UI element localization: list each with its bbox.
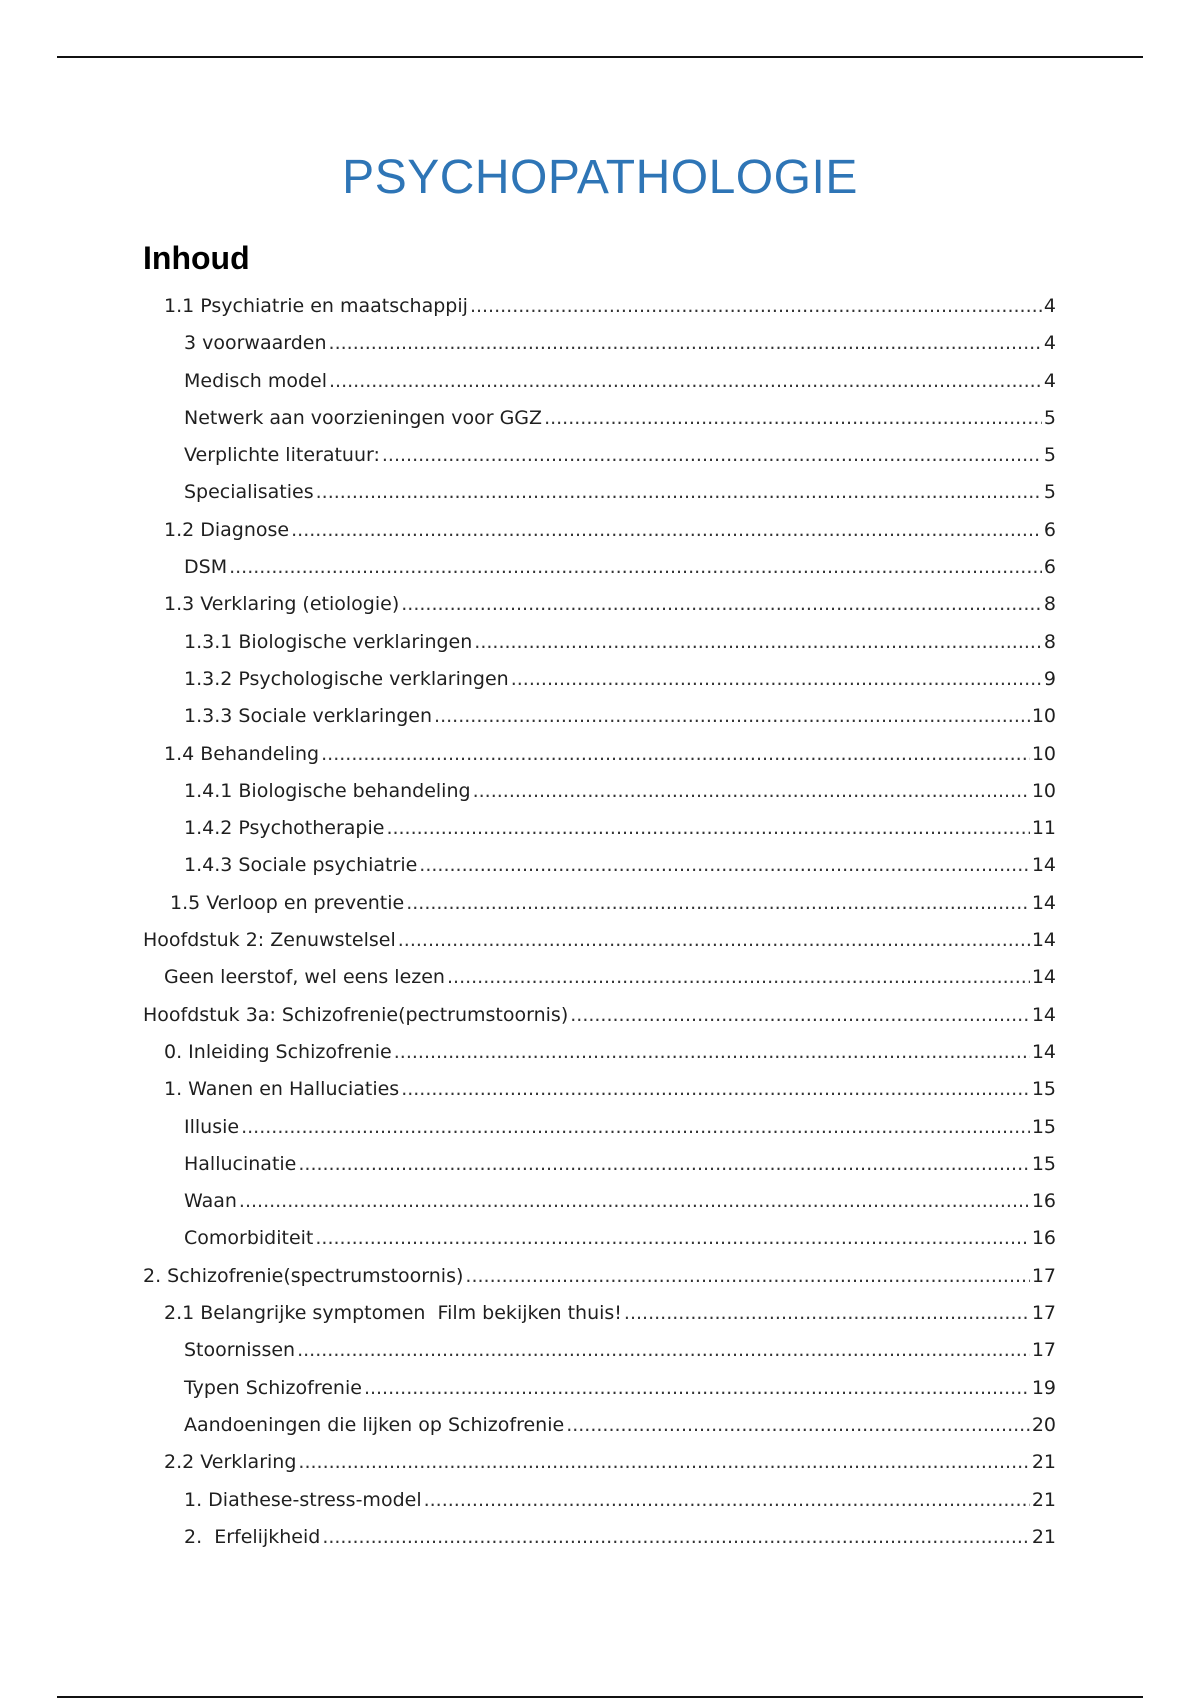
toc-dot-leader — [470, 288, 1042, 325]
toc-entry-label: DSM — [184, 556, 228, 579]
toc-entry[interactable] — [143, 736, 1056, 773]
toc-entry-label: Stoornissen — [184, 1339, 296, 1362]
toc-dot-leader — [297, 1332, 1030, 1369]
toc-dot-leader — [424, 1482, 1030, 1519]
toc-dot-leader — [229, 549, 1042, 586]
toc-entry-page-number: 14 — [1031, 1003, 1056, 1026]
toc-dot-leader — [298, 1146, 1029, 1183]
toc-entry[interactable] — [143, 661, 1056, 698]
toc-entry[interactable] — [143, 586, 1056, 623]
toc-entry-page-number: 15 — [1031, 1115, 1056, 1138]
toc-entry[interactable] — [143, 1407, 1056, 1444]
toc-dot-leader — [474, 624, 1042, 661]
toc-dot-leader — [382, 437, 1042, 474]
toc-entry[interactable] — [143, 773, 1056, 810]
toc-dot-leader — [364, 1370, 1030, 1407]
toc-dot-leader — [329, 325, 1042, 362]
toc-entry[interactable] — [143, 437, 1056, 474]
toc-entry-page-number: 10 — [1031, 779, 1056, 802]
toc-dot-leader — [511, 661, 1042, 698]
toc-entry-page-number: 9 — [1043, 667, 1056, 690]
toc-entry-page-number: 10 — [1031, 705, 1056, 728]
toc-entry-label: 1.2 Diagnose — [164, 518, 290, 541]
toc-entry-label: 2.2 Verklaring — [164, 1451, 297, 1474]
toc-entry[interactable] — [143, 1220, 1056, 1257]
toc-entry-label: Comorbiditeit — [184, 1227, 314, 1250]
toc-entry-label: 1.4.3 Sociale psychiatrie — [184, 854, 418, 877]
toc-entry[interactable] — [143, 1146, 1056, 1183]
toc-entry[interactable] — [143, 810, 1056, 847]
toc-entry[interactable] — [143, 474, 1056, 511]
toc-entry-label: 2. Erfelijkheid — [184, 1525, 321, 1548]
toc-entry-label: Waan — [184, 1190, 237, 1213]
toc-entry-page-number: 14 — [1031, 1040, 1056, 1063]
toc-entry-page-number: 15 — [1031, 1152, 1056, 1175]
footer-rule — [57, 1696, 1143, 1698]
toc-entry-page-number: 17 — [1031, 1339, 1056, 1362]
toc-entry[interactable] — [143, 1295, 1056, 1332]
toc-entry-label: 1. Wanen en Halluciaties — [164, 1078, 400, 1101]
toc-entry-label: Netwerk aan voorzieningen voor GGZ — [184, 406, 543, 429]
toc-entry[interactable] — [143, 1034, 1056, 1071]
toc-entry-page-number: 14 — [1031, 929, 1056, 952]
toc-dot-leader — [316, 474, 1042, 511]
toc-entry[interactable] — [143, 1332, 1056, 1369]
toc-entry[interactable] — [143, 698, 1056, 735]
toc-entry-page-number: 17 — [1031, 1302, 1056, 1325]
toc-dot-leader — [239, 1183, 1030, 1220]
toc-entry-label: Hoofdstuk 3a: Schizofrenie(pectrumstoornis) — [143, 1003, 569, 1026]
toc-entry-page-number: 21 — [1031, 1488, 1056, 1511]
toc-dot-leader — [321, 736, 1030, 773]
toc-entry-label: 1.4 Behandeling — [164, 742, 320, 765]
toc-entry[interactable] — [143, 363, 1056, 400]
toc-dot-leader — [401, 1071, 1030, 1108]
toc-entry-label: 1.1 Psychiatrie en maatschappij — [164, 295, 468, 317]
toc-entry[interactable] — [143, 512, 1056, 549]
toc-entry-page-number: 21 — [1031, 1525, 1056, 1548]
toc-entry-label: Illusie — [184, 1115, 240, 1138]
toc-entry-label: 1.3.1 Biologische verklaringen — [184, 630, 473, 653]
toc-entry[interactable] — [143, 997, 1056, 1034]
toc-entry[interactable] — [143, 624, 1056, 661]
toc-entry-page-number: 16 — [1031, 1227, 1056, 1250]
toc-entry-label: 1.3.2 Psychologische verklaringen — [184, 667, 509, 690]
toc-entry-page-number: 20 — [1031, 1413, 1056, 1436]
toc-entry[interactable] — [143, 1109, 1056, 1146]
toc-entry-label: Aandoeningen die lijken op Schizofrenie — [184, 1413, 565, 1436]
toc-entry[interactable] — [143, 1183, 1056, 1220]
toc-entry[interactable] — [143, 1258, 1056, 1295]
toc-entry[interactable] — [143, 959, 1056, 996]
toc-entry-label: 1.4.1 Biologische behandeling — [184, 779, 471, 802]
toc-entry-page-number: 5 — [1043, 481, 1056, 504]
toc-dot-leader — [329, 363, 1042, 400]
toc-entry-page-number: 6 — [1043, 518, 1056, 541]
toc-entry-label: Hallucinatie — [184, 1152, 297, 1175]
header-rule — [57, 56, 1143, 58]
toc-dot-leader — [401, 586, 1042, 623]
toc-dot-leader — [566, 1407, 1030, 1444]
toc-dot-leader — [386, 810, 1029, 847]
toc-entry-page-number: 6 — [1043, 556, 1056, 579]
toc-entry-page-number: 21 — [1031, 1451, 1056, 1474]
toc-entry[interactable] — [143, 922, 1056, 959]
toc-dot-leader — [298, 1444, 1029, 1481]
toc-dot-leader — [447, 959, 1030, 996]
toc-entry-page-number: 16 — [1031, 1190, 1056, 1213]
toc-entry[interactable] — [143, 1444, 1056, 1481]
toc-dot-leader — [465, 1258, 1029, 1295]
toc-entry[interactable] — [143, 1519, 1056, 1556]
toc-heading: Inhoud — [143, 240, 250, 276]
toc-dot-leader — [398, 922, 1030, 959]
toc-dot-leader — [291, 512, 1042, 549]
toc-dot-leader — [406, 885, 1030, 922]
toc-entry-page-number: 8 — [1043, 593, 1056, 616]
toc-entry-page-number: 4 — [1043, 369, 1056, 392]
toc-entry-label: 2. Schizofrenie(spectrumstoornis) — [143, 1264, 464, 1287]
toc-entry-label: 3 voorwaarden — [184, 332, 327, 355]
toc-entry[interactable] — [143, 288, 1056, 325]
toc-entry-page-number: 5 — [1043, 444, 1056, 467]
toc-entry-label: Hoofdstuk 2: Zenuwstelsel — [143, 929, 396, 952]
toc-entry-label: 0. Inleiding Schizofrenie — [164, 1040, 392, 1063]
toc-entry[interactable] — [143, 1370, 1056, 1407]
toc-entry-page-number: 8 — [1043, 630, 1056, 653]
toc-entry-page-number: 5 — [1043, 406, 1056, 429]
toc-dot-leader — [544, 400, 1042, 437]
toc-entry-page-number: 4 — [1043, 295, 1056, 317]
toc-entry-page-number: 4 — [1043, 332, 1056, 355]
toc-dot-leader — [394, 1034, 1030, 1071]
toc-entry-label: Typen Schizofrenie — [184, 1376, 362, 1399]
toc-entry-label: 1.3 Verklaring (etiologie) — [164, 593, 400, 616]
toc-dot-leader — [322, 1519, 1030, 1556]
toc-entry-page-number: 15 — [1031, 1078, 1056, 1101]
toc-entry-label: Verplichte literatuur: — [184, 444, 380, 467]
toc-entry[interactable] — [143, 549, 1056, 586]
toc-entry-label: 1.3.3 Sociale verklaringen — [184, 705, 433, 728]
toc-entry-label: 2.1 Belangrijke symptomen Film bekijken thuis! — [164, 1302, 622, 1325]
toc-entry[interactable] — [143, 400, 1056, 437]
toc-entry[interactable] — [143, 885, 1056, 922]
toc-dot-leader — [624, 1295, 1030, 1332]
toc-entry-label: Specialisaties — [184, 481, 314, 504]
toc-entry-page-number: 10 — [1031, 742, 1056, 765]
toc-entry-label: Medisch model — [184, 369, 328, 392]
document-title: PSYCHOPATHOLOGIE — [342, 151, 858, 204]
toc-entry[interactable] — [143, 1071, 1056, 1108]
toc-entry-label: 1.5 Verloop en preventie — [170, 891, 405, 914]
toc-entry-label: 1.4.2 Psychotherapie — [184, 817, 385, 840]
toc-dot-leader — [315, 1220, 1029, 1257]
toc-dot-leader — [473, 773, 1030, 810]
toc-entry[interactable] — [143, 1482, 1056, 1519]
toc-entry-page-number: 14 — [1031, 854, 1056, 877]
table-of-contents — [143, 288, 1056, 1556]
toc-entry-page-number: 14 — [1031, 891, 1056, 914]
toc-entry-page-number: 14 — [1031, 966, 1056, 989]
toc-entry-page-number: 11 — [1031, 817, 1056, 840]
toc-entry[interactable] — [143, 847, 1056, 884]
toc-dot-leader — [419, 847, 1030, 884]
toc-entry-page-number: 19 — [1031, 1376, 1056, 1399]
toc-entry-label: 1. Diathese-stress-model — [184, 1488, 422, 1511]
toc-entry-page-number: 17 — [1031, 1264, 1056, 1287]
toc-dot-leader — [570, 997, 1030, 1034]
toc-entry-label: Geen leerstof, wel eens lezen — [164, 966, 445, 989]
toc-dot-leader — [241, 1109, 1030, 1146]
toc-dot-leader — [434, 698, 1030, 735]
toc-entry[interactable] — [143, 325, 1056, 362]
